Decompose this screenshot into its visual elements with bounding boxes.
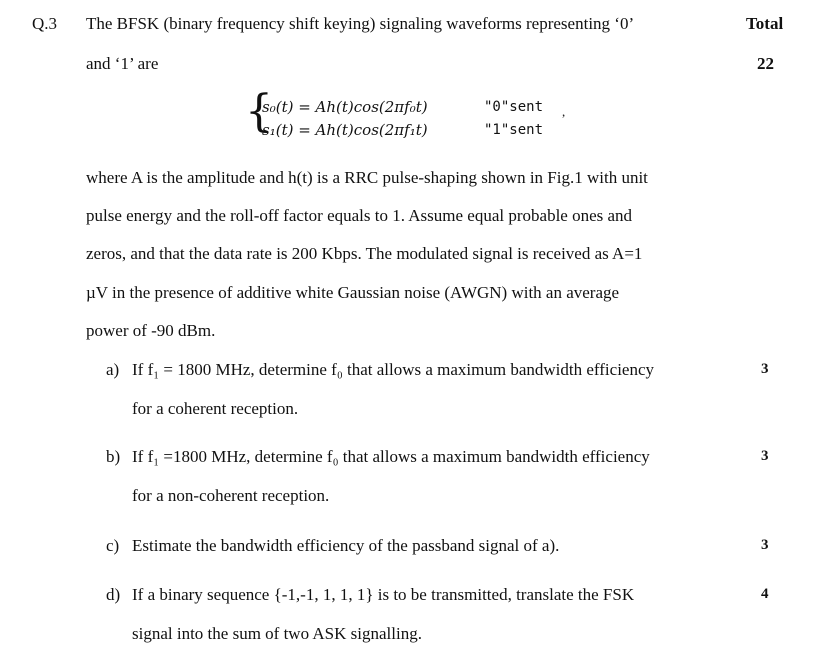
part-b-line-2: for a non-coherent reception. (132, 486, 330, 505)
body-line-3: zeros, and that the data rate is 200 Kbps. The modulated signal is received as A=1 (86, 244, 643, 263)
part-d-label: d) (106, 585, 121, 604)
part-c-line-1: Estimate the bandwidth efficiency of the passband signal of a). (132, 536, 560, 555)
equation-comma: , (562, 104, 566, 119)
equation-s0: s₀(t) = Ah(t)cos(2πf₀t) (262, 98, 428, 116)
intro-line-2: and ‘1’ are (86, 54, 159, 73)
left-brace: { (245, 86, 273, 137)
total-marks: 22 (757, 54, 774, 73)
body-line-1: where A is the amplitude and h(t) is a RRC pulse-shaping shown in Fig.1 with unit (86, 168, 648, 187)
body-line-5: power of -90 dBm. (86, 321, 216, 340)
part-b-label: b) (106, 447, 121, 466)
total-label: Total (746, 14, 784, 33)
part-b-line-1: If f₁ =1800 MHz, determine f₀ that allows a maximum bandwidth efficiency (132, 447, 650, 466)
part-a-line-1: If f₁ = 1800 MHz, determine f₀ that allows a maximum bandwidth efficiency (132, 360, 655, 379)
part-d-line-2: signal into the sum of two ASK signalling. (132, 624, 422, 643)
part-c-marks: 3 (761, 537, 769, 553)
equation-s0-label: "0"sent (484, 99, 544, 115)
equation-s1: s₁(t) = Ah(t)cos(2πf₁t) (262, 121, 428, 139)
part-b-marks: 3 (761, 448, 769, 464)
part-d-marks: 4 (761, 586, 769, 602)
equation-s1-label: "1"sent (484, 122, 544, 138)
intro-line-1: The BFSK (binary frequency shift keying) signaling waveforms representing ‘0’ (86, 14, 635, 33)
body-line-2: pulse energy and the roll-off factor equals to 1. Assume equal probable ones and (86, 206, 633, 225)
part-a-label: a) (106, 360, 120, 379)
body-line-4: µV in the presence of additive white Gaussian noise (AWGN) with an average (86, 283, 620, 302)
question-number: Q.3 (32, 14, 58, 33)
part-c-label: c) (106, 536, 120, 555)
part-a-marks: 3 (761, 361, 769, 377)
part-a-line-2: for a coherent reception. (132, 399, 299, 418)
part-d-line-1: If a binary sequence {-1,-1, 1, 1, 1} is to be transmitted, translate the FSK (132, 585, 635, 604)
